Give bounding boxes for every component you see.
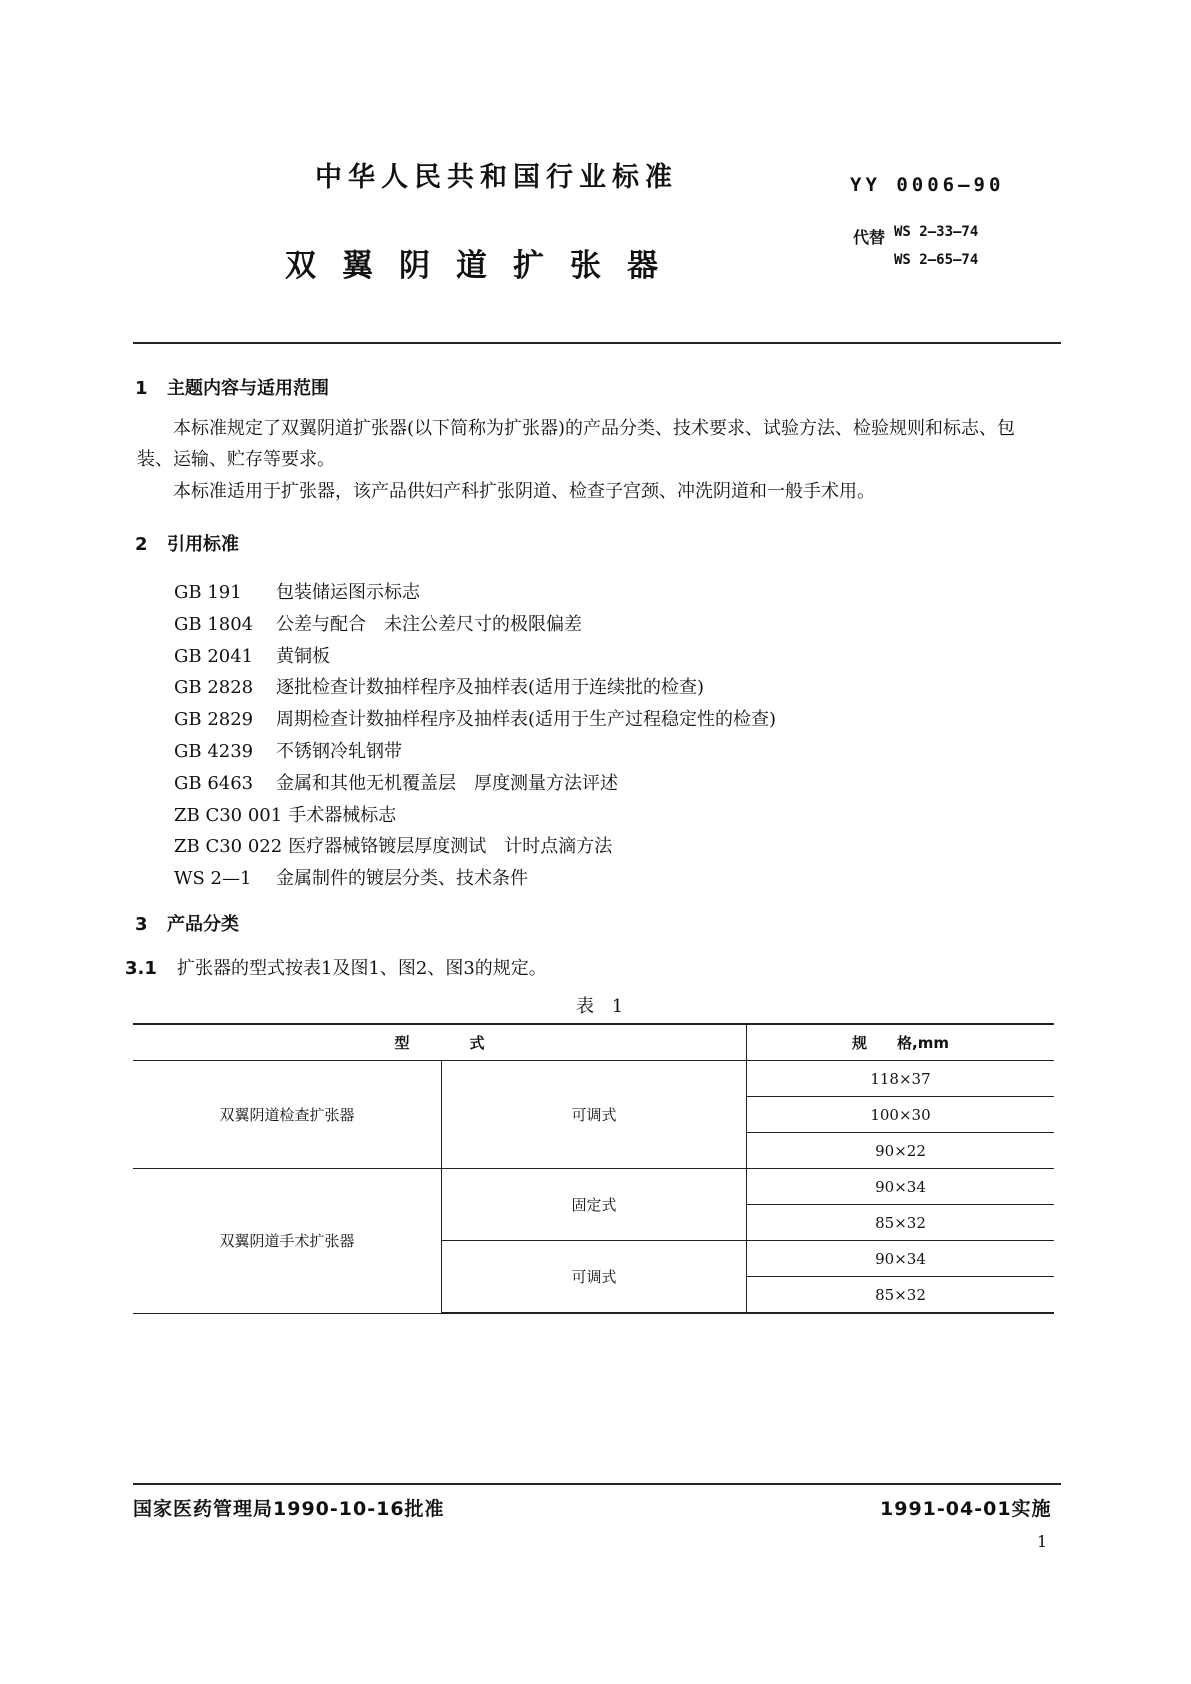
reference-item: GB 2829 周期检查计数抽样程序及抽样表(适用于生产过程稳定性的检查) <box>174 709 777 731</box>
spec-cell: 118×37 <box>747 1061 1055 1097</box>
table-row <box>133 1169 1054 1205</box>
spec-cell: 90×34 <box>747 1169 1055 1205</box>
reference-item: ZB C30 001 手术器械标志 <box>174 804 397 826</box>
reference-list <box>174 577 776 895</box>
subtype-cell: 可调式 <box>442 1061 747 1169</box>
spec-cell: 90×34 <box>747 1241 1055 1277</box>
spec-cell: 85×32 <box>747 1277 1055 1314</box>
group-name-cell: 双翼阴道手术扩张器 <box>133 1169 442 1314</box>
reference-item: GB 2041 黄铜板 <box>174 645 330 667</box>
subtype-cell: 可调式 <box>442 1241 747 1314</box>
table-row <box>133 1061 1054 1097</box>
page-number: 1 <box>1037 1532 1048 1551</box>
replaced-standard: WS 2—33—74 <box>894 224 979 240</box>
spec-cell: 85×32 <box>747 1205 1055 1241</box>
group-name-cell: 双翼阴道检查扩张器 <box>133 1061 442 1169</box>
reference-item: ZB C30 022 医疗器械铬镀层厚度测试 计时点滴方法 <box>174 836 613 858</box>
reference-item: GB 4239 不锈钢冷轧钢带 <box>174 740 402 762</box>
type-column-header: 型 式 <box>133 1024 747 1061</box>
clause-3-1: 3.1 扩张器的型式按表1及图1、图2、图3的规定。 <box>125 958 547 979</box>
reference-item: GB 2828 逐批检查计数抽样程序及抽样表(适用于连续批的检查) <box>174 677 705 699</box>
standard-code: YY 0006—90 <box>850 174 1005 196</box>
replaces-label: 代替 <box>853 228 886 247</box>
document-title: 双翼阴道扩张器 <box>285 248 684 284</box>
section-1-paragraph: 本标准适用于扩张器，该产品供妇产科扩张阴道、检查子宫颈、冲洗阴道和一般手术用。 <box>173 481 875 502</box>
spec-cell: 90×22 <box>747 1133 1055 1169</box>
subtype-cell: 固定式 <box>442 1169 747 1241</box>
replaces-list <box>894 218 978 274</box>
footer-divider <box>133 1483 1061 1485</box>
section-2-heading: 2 引用标准 <box>135 534 239 555</box>
spec-table <box>133 1023 1054 1314</box>
standard-category-title: 中华人民共和国行业标准 <box>315 162 678 193</box>
reference-item: GB 1804 公差与配合 未注公差尺寸的极限偏差 <box>174 613 582 635</box>
reference-item: GB 6463 金属和其他无机覆盖层 厚度测量方法评述 <box>174 772 618 794</box>
section-3-heading: 3 产品分类 <box>135 914 239 935</box>
reference-item: GB 191 包装储运图示标志 <box>174 582 420 603</box>
reference-item: WS 2—1 金属制件的镀层分类、技术条件 <box>174 868 528 890</box>
effective-date-text: 1991-04-01实施 <box>880 1498 1052 1520</box>
approval-text: 国家医药管理局1990-10-16批准 <box>133 1498 445 1520</box>
replaced-standard: WS 2—65—74 <box>894 252 979 268</box>
section-1-paragraph: 本标准规定了双翼阴道扩张器(以下简称为扩张器)的产品分类、技术要求、试验方法、检验规则和标志、包装、运输、贮存等要求。 <box>137 418 1016 470</box>
section-1-heading: 1 主题内容与适用范围 <box>135 378 329 399</box>
spec-column-header: 规 格,mm <box>747 1024 1055 1061</box>
table-header-row <box>133 1024 1054 1061</box>
header-divider <box>133 342 1061 344</box>
spec-cell: 100×30 <box>747 1097 1055 1133</box>
table-caption: 表 1 <box>576 996 630 1017</box>
